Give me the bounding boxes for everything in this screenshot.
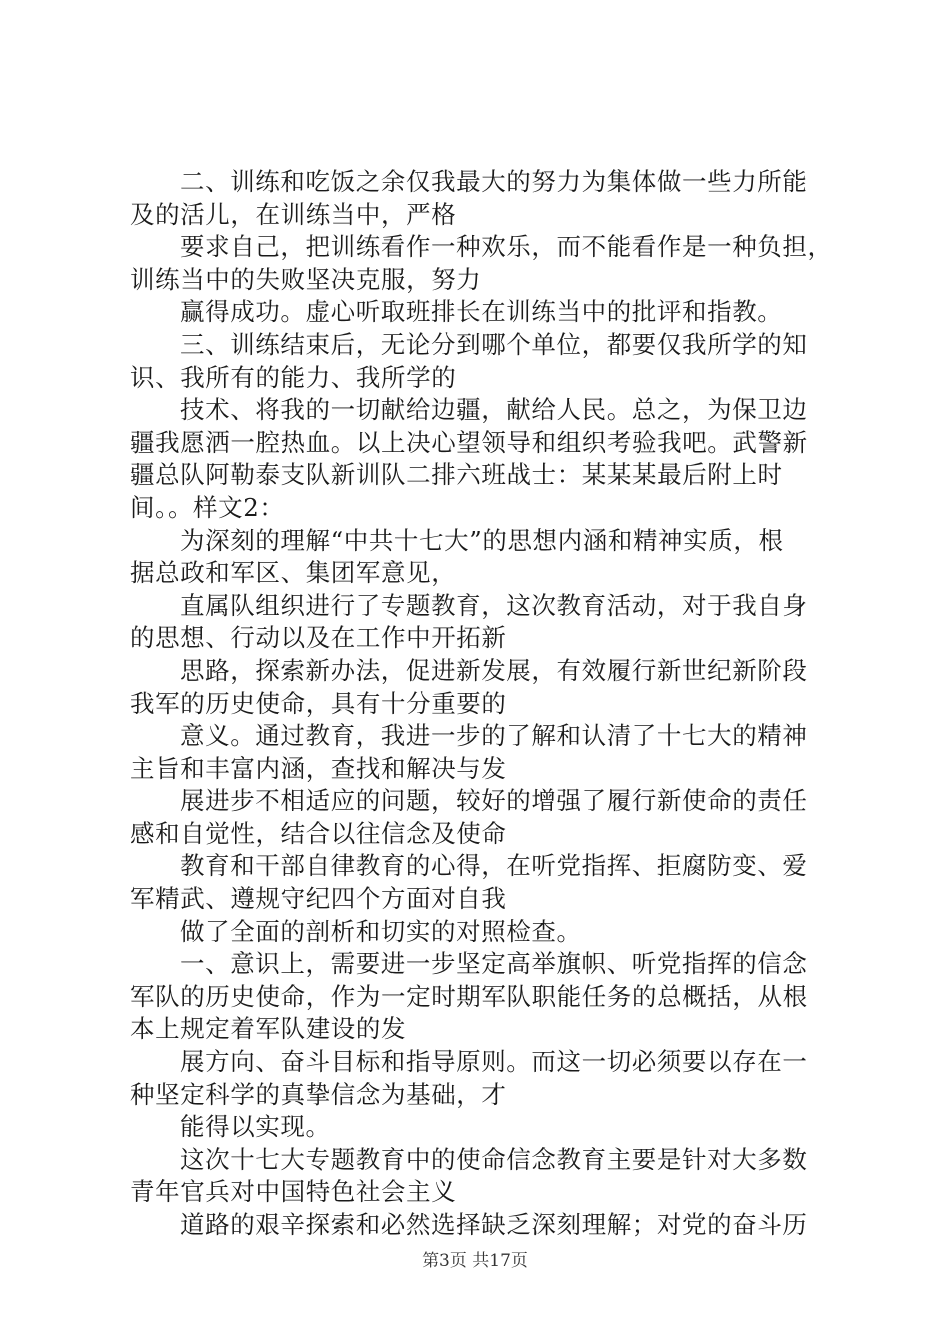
text-line: 间。。样文2： <box>130 492 285 522</box>
text-line: 的思想、行动以及在工作中开拓新 <box>130 623 507 653</box>
text-line: 思路，探索新办法，促进新发展，有效履行新世纪新阶段 <box>180 655 808 685</box>
paragraph <box>0 1209 950 1242</box>
text-line: 要求自己，把训练看作一种欢乐，而不能看作是一种负担， <box>180 232 833 262</box>
text-line: 种坚定科学的真挚信念为基础，才 <box>130 1079 507 1109</box>
text-line: 二、训练和吃饭之余仅我最大的努力为集体做一些力所能 <box>180 167 808 196</box>
text-line: 教育和干部自律教育的心得，在听党指挥、拒腐防变、爱 <box>180 851 808 881</box>
text-line: 赢得成功。虚心听取班排长在训练当中的批评和指教。 <box>180 297 783 327</box>
text-line: 训练当中的失败坚决克服，努力 <box>130 264 482 294</box>
paragraph <box>0 655 950 720</box>
text-line: 主旨和丰富内涵，查找和解决与发 <box>130 753 507 783</box>
paragraph <box>0 1046 950 1111</box>
paragraph <box>0 329 950 394</box>
document-body <box>0 166 950 1242</box>
text-line: 军队的历史使命，作为一定时期军队职能任务的总概括，从根 <box>130 981 808 1011</box>
text-line: 做了全面的剖析和切实的对照检查。 <box>180 916 582 946</box>
text-line: 意义。通过教育，我进一步的了解和认清了十七大的精神 <box>180 721 808 751</box>
text-line: 直属队组织进行了专题教育，这次教育活动，对于我自身 <box>180 590 808 620</box>
text-line: 技术、将我的一切献给边疆，献给人民。总之，为保卫边 <box>180 395 808 425</box>
paragraph <box>0 850 950 915</box>
paragraph <box>0 394 950 524</box>
text-line: 我军的历史使命，具有十分重要的 <box>130 688 507 718</box>
text-line: 据总政和军区、集团军意见， <box>130 558 457 588</box>
text-line: 本上规定着军队建设的发 <box>130 1014 407 1044</box>
text-line: 展进步不相适应的问题，较好的增强了履行新使命的责任 <box>180 786 808 816</box>
paragraph <box>0 1144 950 1209</box>
text-line: 疆总队阿勒泰支队新训队二排六班战士：某某某最后附上时 <box>130 460 783 490</box>
paragraph <box>0 590 950 655</box>
text-line: 道路的艰辛探索和必然选择缺乏深刻理解；对党的奋斗历 <box>180 1210 808 1239</box>
paragraph <box>0 720 950 785</box>
text-line: 能得以实现。 <box>180 1112 331 1142</box>
paragraph <box>0 231 950 296</box>
text-line: 青年官兵对中国特色社会主义 <box>130 1177 457 1207</box>
text-line: 为深刻的理解“中共十七大”的思想内涵和精神实质，根 <box>180 525 784 555</box>
page-footer: 第3页 共17页 <box>422 1251 528 1271</box>
text-line: 展方向、奋斗目标和指导原则。而这一切必须要以存在一 <box>180 1047 808 1077</box>
paragraph <box>0 296 950 329</box>
text-line: 一、意识上，需要进一步坚定高举旗帜、听党指挥的信念 <box>180 949 808 979</box>
paragraph <box>0 948 950 1046</box>
paragraph <box>0 916 950 949</box>
text-line: 这次十七大专题教育中的使命信念教育主要是针对大多数 <box>180 1144 808 1174</box>
paragraph <box>0 166 950 231</box>
text-line: 军精武、遵规守纪四个方面对自我 <box>130 884 507 914</box>
paragraph <box>0 1111 950 1144</box>
text-line: 识、我所有的能力、我所学的 <box>130 362 457 392</box>
text-line: 感和自觉性，结合以往信念及使命 <box>130 818 507 848</box>
text-line: 及的活儿，在训练当中，严格 <box>130 199 457 229</box>
text-line: 疆我愿洒一腔热血。以上决心望领导和组织考验我吧。武警新 <box>130 427 808 457</box>
paragraph <box>0 525 950 590</box>
paragraph <box>0 785 950 850</box>
text-line: 三、训练结束后，无论分到哪个单位，都要仅我所学的知 <box>180 329 808 359</box>
